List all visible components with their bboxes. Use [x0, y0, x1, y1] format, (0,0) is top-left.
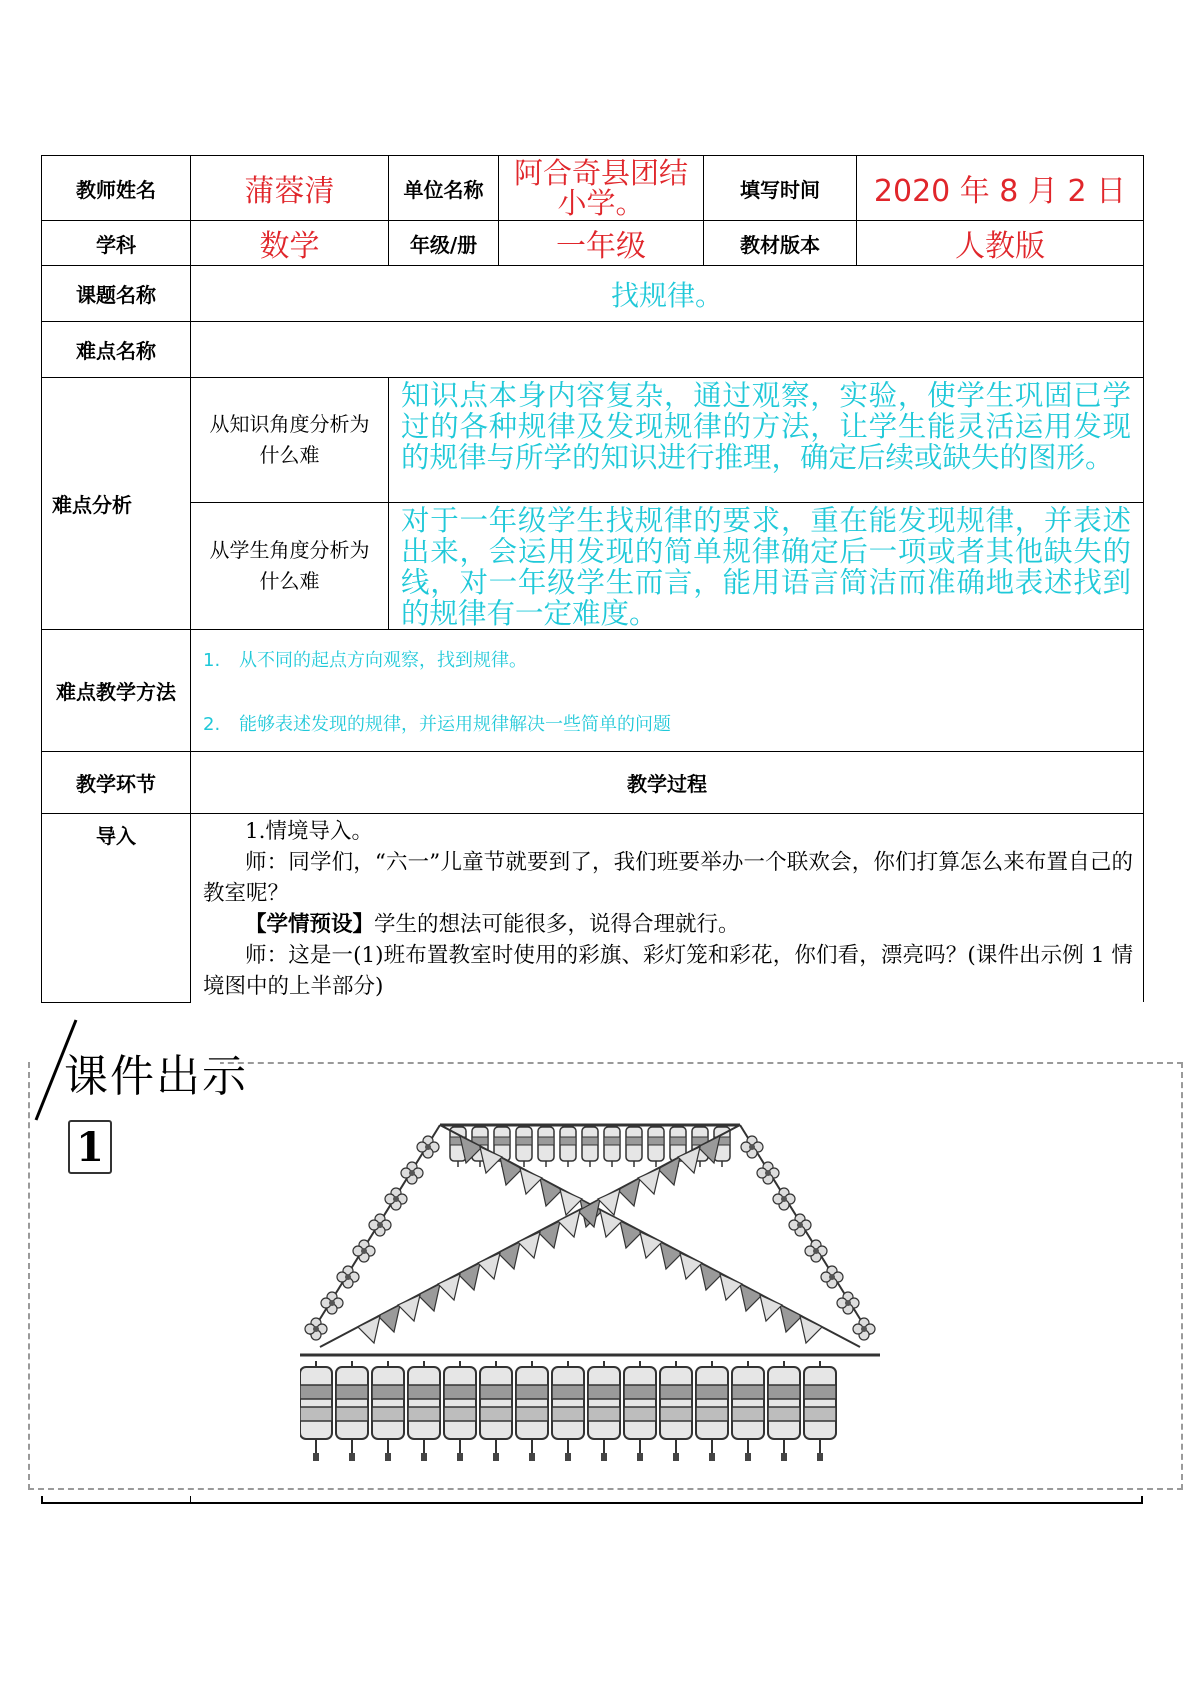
difficulty-name-label: 难点名称 — [42, 322, 191, 378]
process-paragraph: 师：这是一(1)班布置教室时使用的彩旗、彩灯笼和彩花，你们看，漂亮吗？(课件出示例 1 情境图中的上半部分) — [203, 943, 1133, 999]
method-number: 2. — [203, 713, 221, 735]
table-left-tick — [41, 1496, 43, 1504]
teaching-method-list — [191, 630, 1144, 752]
subject-value: 数学 — [191, 221, 389, 266]
method-item — [191, 646, 1143, 672]
teaching-process-text — [191, 814, 1144, 1003]
teacher-name-value: 蒲蓉清 — [191, 156, 389, 221]
grade-label: 年级/册 — [389, 221, 499, 266]
learning-preset-tag: 【学情预设】 — [245, 912, 375, 937]
intro-stage-label: 导入 — [42, 814, 191, 1003]
difficulty-name-value — [191, 322, 1144, 378]
topic-value: 找规律。 — [191, 266, 1144, 322]
knowledge-angle-text: 知识点本身内容复杂，通过观察，实验，使学生巩固已学过的各种规律及发现规律的方法，让学生能灵活运用发现的规律与所学的知识进行推理，确定后续或缺失的图形。 — [389, 378, 1144, 503]
topic-label: 课题名称 — [42, 266, 191, 322]
edition-label: 教材版本 — [704, 221, 857, 266]
courseware-title: 课件出示 — [64, 1051, 248, 1102]
subject-label: 学科 — [42, 221, 191, 266]
lesson-plan-table — [41, 155, 1144, 1003]
teaching-method-label: 难点教学方法 — [42, 630, 191, 752]
table-col-tick — [190, 1496, 191, 1504]
method-text: 能够表述发现的规律，并运用规律解决一些简单的问题 — [239, 713, 671, 735]
student-angle-label: 从学生角度分析为什么难 — [191, 503, 389, 630]
process-paragraph: 1.情境导入。 — [245, 819, 374, 844]
grade-value: 一年级 — [499, 221, 704, 266]
process-paragraph: 师：同学们，“六一”儿童节就要到了，我们班要举办一个联欢会，你们打算怎么来布置自己的教室呢？ — [203, 850, 1133, 906]
method-number: 1. — [203, 649, 221, 671]
teacher-name-label: 教师姓名 — [42, 156, 191, 221]
example-number-badge: 1 — [68, 1120, 112, 1174]
table-right-tick — [1141, 1496, 1143, 1504]
method-text: 从不同的起点方向观察，找到规律。 — [239, 649, 527, 671]
teaching-stage-label: 教学环节 — [42, 752, 191, 814]
teaching-process-label: 教学过程 — [191, 752, 1144, 814]
student-angle-text: 对于一年级学生找规律的要求，重在能发现规律，并表述出来，会运用发现的简单规律确定后一项或者其他缺失的线，对一年级学生而言，能用语言简洁而准确地表述找到的规律有一定难度。 — [389, 503, 1144, 630]
classroom-decoration-illustration — [300, 1105, 880, 1475]
unit-name-label: 单位名称 — [389, 156, 499, 221]
process-paragraph: 【学情预设】学生的想法可能很多，说得合理就行。 — [245, 912, 740, 937]
unit-name-value: 阿合奇县团结小学。 — [499, 156, 704, 221]
difficulty-analysis-label: 难点分析 — [42, 378, 191, 630]
method-item — [191, 710, 1143, 736]
table-bottom-border — [41, 1502, 1143, 1504]
date-value: 2020 年 8 月 2 日 — [857, 156, 1144, 221]
date-label: 填写时间 — [704, 156, 857, 221]
edition-value: 人教版 — [857, 221, 1144, 266]
knowledge-angle-label: 从知识角度分析为什么难 — [191, 378, 389, 503]
